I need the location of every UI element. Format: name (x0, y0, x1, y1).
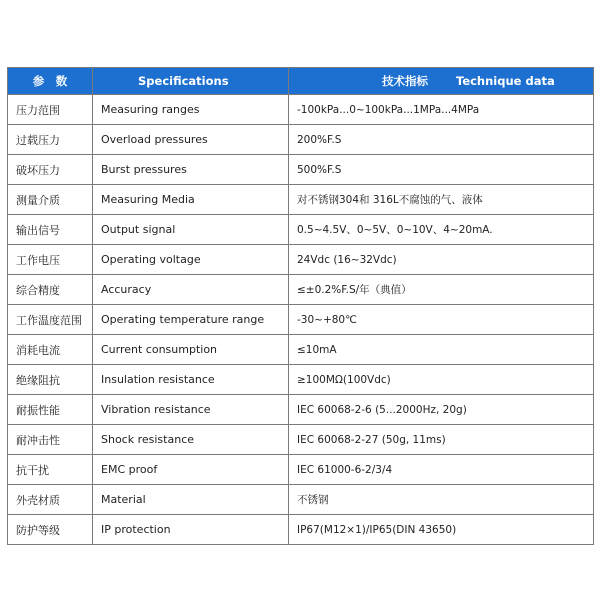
header-param: 参 数 (8, 68, 93, 95)
header-spec: Specifications (93, 68, 289, 95)
row-label-en: Measuring ranges (93, 95, 289, 125)
header-tech-en: Technique data (456, 74, 555, 88)
table-row (8, 185, 594, 215)
row-label-en: Burst pressures (93, 155, 289, 185)
table-row (8, 395, 594, 425)
table-row (8, 125, 594, 155)
row-value: -30~+80℃ (289, 305, 594, 335)
row-label-en: Vibration resistance (93, 395, 289, 425)
row-label-cn: 综合精度 (8, 275, 93, 305)
row-label-en: Shock resistance (93, 425, 289, 455)
row-label-en: Material (93, 485, 289, 515)
row-value: IEC 60068-2-6 (5...2000Hz, 20g) (289, 395, 594, 425)
row-value: IP67(M12×1)/IP65(DIN 43650) (289, 515, 594, 545)
row-label-cn: 消耗电流 (8, 335, 93, 365)
row-label-cn: 防护等级 (8, 515, 93, 545)
row-label-en: Output signal (93, 215, 289, 245)
row-value: 24Vdc (16~32Vdc) (289, 245, 594, 275)
row-label-en: Overload pressures (93, 125, 289, 155)
table-row (8, 455, 594, 485)
row-label-en: Operating temperature range (93, 305, 289, 335)
table-row (8, 305, 594, 335)
row-value: 500%F.S (289, 155, 594, 185)
row-label-cn: 抗干扰 (8, 455, 93, 485)
row-label-cn: 外壳材质 (8, 485, 93, 515)
spec-table (7, 67, 594, 545)
table-row (8, 335, 594, 365)
row-label-cn: 破坏压力 (8, 155, 93, 185)
row-label-cn: 耐冲击性 (8, 425, 93, 455)
row-value: ≤10mA (289, 335, 594, 365)
row-label-en: Current consumption (93, 335, 289, 365)
row-label-cn: 过载压力 (8, 125, 93, 155)
row-label-cn: 绝缘阻抗 (8, 365, 93, 395)
row-label-cn: 工作电压 (8, 245, 93, 275)
table-row (8, 155, 594, 185)
table-row (8, 95, 594, 125)
row-value: IEC 61000-6-2/3/4 (289, 455, 594, 485)
row-value: ≥100MΩ(100Vdc) (289, 365, 594, 395)
row-label-en: IP protection (93, 515, 289, 545)
table-row (8, 425, 594, 455)
row-value: 对不锈钢304和 316L不腐蚀的气、液体 (289, 185, 594, 215)
row-label-cn: 输出信号 (8, 215, 93, 245)
row-value: -100kPa...0~100kPa...1MPa...4MPa (289, 95, 594, 125)
row-label-en: Measuring Media (93, 185, 289, 215)
table-row (8, 275, 594, 305)
row-label-en: EMC proof (93, 455, 289, 485)
row-label-en: Operating voltage (93, 245, 289, 275)
row-value: ≤±0.2%F.S/年（典值） (289, 275, 594, 305)
row-label-cn: 耐振性能 (8, 395, 93, 425)
row-label-cn: 压力范围 (8, 95, 93, 125)
table-row (8, 485, 594, 515)
row-label-en: Accuracy (93, 275, 289, 305)
row-value: 0.5~4.5V、0~5V、0~10V、4~20mA. (289, 215, 594, 245)
table-row (8, 245, 594, 275)
table-row (8, 215, 594, 245)
header-tech-cn: 技术指标 (382, 74, 428, 88)
header-tech (289, 68, 594, 95)
row-label-cn: 测量介质 (8, 185, 93, 215)
table-row (8, 515, 594, 545)
row-value: 不锈钢 (289, 485, 594, 515)
table-row (8, 365, 594, 395)
row-label-cn: 工作温度范围 (8, 305, 93, 335)
row-label-en: Insulation resistance (93, 365, 289, 395)
row-value: IEC 60068-2-27 (50g, 11ms) (289, 425, 594, 455)
header-row (8, 68, 594, 95)
row-value: 200%F.S (289, 125, 594, 155)
